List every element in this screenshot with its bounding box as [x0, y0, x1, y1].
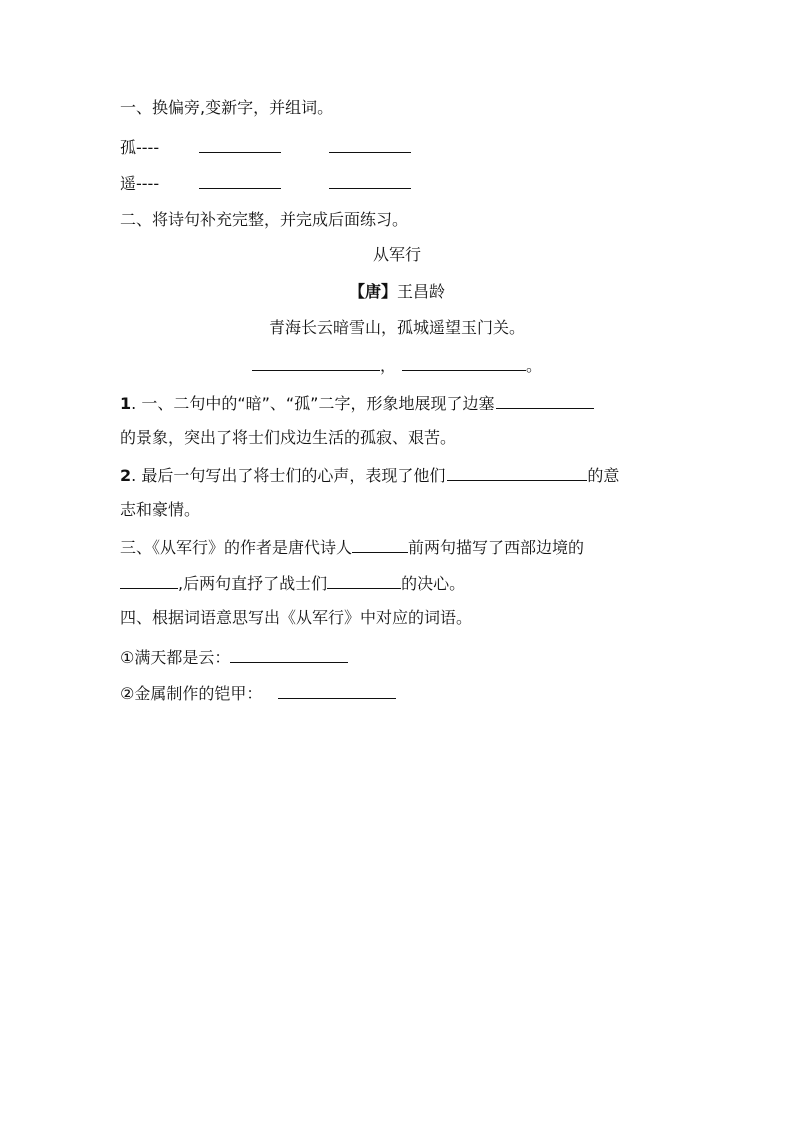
poem-period: 。 [526, 356, 543, 375]
section2-title: 二、将诗句补充完整，并完成后面练习。 [120, 210, 409, 229]
section3-text: 三、《从军行》的作者是唐代诗人 [120, 538, 353, 557]
section4-title: 四、根据词语意思写出《从军行》中对应的词语。 [120, 608, 473, 627]
question-number: 1 [120, 394, 132, 413]
question-number: 2 [120, 466, 132, 485]
fill-row-yao [120, 172, 411, 194]
poem-blank-1[interactable] [252, 354, 380, 371]
poem-comma: ， [379, 356, 396, 375]
section3-text-end: 的决心。 [401, 574, 466, 593]
poem-byline [0, 282, 794, 302]
item-label: ①满天都是云： [120, 648, 231, 667]
section3-text-end: 前两句描写了西部边境的 [408, 538, 585, 557]
question-text: . 一、二句中的“暗”、“孤”二字，形象地展现了边塞 [131, 394, 495, 413]
row-char: 遥---- [120, 174, 160, 193]
question-2-line-a [120, 464, 619, 486]
question-text: . 最后一句写出了将士们的心声，表现了他们 [131, 466, 446, 485]
poem-line-1: 青海长云暗雪山，孤城遥望玉门关。 [268, 318, 525, 337]
question-1-line-a [120, 392, 594, 414]
section4-item-1 [120, 646, 348, 668]
answer-blank-4[interactable] [329, 172, 411, 189]
poem-blank-2[interactable] [402, 354, 526, 371]
poem-author: 王昌龄 [397, 282, 446, 301]
section3-line-a [120, 536, 584, 558]
item-2-blank[interactable] [278, 682, 396, 699]
poem-line-2 [0, 354, 794, 376]
scene-blank[interactable] [120, 572, 178, 589]
section4-item-2 [120, 682, 396, 704]
question-1-blank[interactable] [496, 392, 594, 409]
answer-blank-3[interactable] [199, 172, 281, 189]
poem-title: 从军行 [372, 245, 421, 264]
section3-text-mid: ,后两句直抒了战士们 [178, 574, 328, 593]
section3-line-b [120, 572, 465, 594]
row-char: 孤---- [120, 138, 160, 157]
item-label: ②金属制作的铠甲： [120, 684, 263, 703]
poet-blank[interactable] [352, 536, 408, 553]
question-1-line-b: 的景象，突出了将士们戍边生活的孤寂、艰苦。 [120, 428, 457, 447]
question-2-blank[interactable] [447, 464, 587, 481]
answer-blank-1[interactable] [199, 136, 281, 153]
fill-row-gu [120, 136, 411, 158]
question-text-end: 的意 [587, 466, 620, 485]
item-1-blank[interactable] [230, 646, 348, 663]
answer-blank-2[interactable] [329, 136, 411, 153]
section1-title: 一、换偏旁,变新字，并组词。 [120, 98, 334, 117]
question-2-line-b: 志和豪情。 [120, 500, 201, 519]
poem-dynasty: 【唐】 [348, 282, 397, 301]
resolve-blank[interactable] [327, 572, 401, 589]
